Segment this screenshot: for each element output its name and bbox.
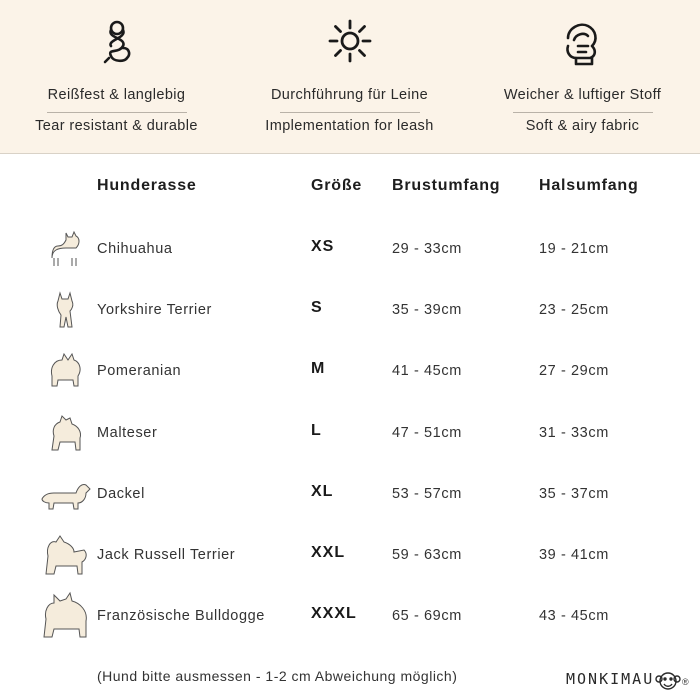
feature-divider	[47, 112, 187, 113]
dachshund-icon	[40, 469, 92, 517]
chest-value: 59 - 63cm	[392, 547, 462, 563]
neck-value: 31 - 33cm	[539, 425, 609, 441]
rope-icon	[99, 18, 135, 71]
neck-value: 23 - 25cm	[539, 302, 609, 318]
french-bulldog-icon	[40, 591, 92, 639]
chest-value: 41 - 45cm	[392, 363, 462, 379]
sun-icon	[327, 18, 373, 69]
feature-durable	[0, 0, 233, 153]
feature-soft-de: Weicher & luftiger Stoff	[503, 87, 662, 103]
chest-value: 65 - 69cm	[392, 608, 462, 624]
breed-name: Pomeranian	[97, 363, 182, 379]
table-row	[0, 220, 700, 276]
neck-value: 19 - 21cm	[539, 241, 609, 257]
hand-icon	[560, 18, 606, 73]
table-row	[0, 526, 700, 582]
yorkshire-terrier-icon	[40, 285, 92, 333]
table-row	[0, 342, 700, 398]
chest-value: 53 - 57cm	[392, 486, 462, 502]
table-row	[0, 587, 700, 643]
header-size: Größe	[311, 177, 363, 194]
monkey-logo-icon	[655, 669, 681, 698]
breed-name: Yorkshire Terrier	[97, 302, 212, 318]
feature-band	[0, 0, 700, 154]
pomeranian-icon	[40, 346, 92, 394]
size-value: L	[311, 422, 322, 439]
header-breed: Hunderasse	[97, 177, 197, 194]
chest-value: 29 - 33cm	[392, 241, 462, 257]
breed-name: Chihuahua	[97, 241, 173, 257]
size-value: XXXL	[311, 605, 357, 622]
chest-value: 47 - 51cm	[392, 425, 462, 441]
breed-name: Jack Russell Terrier	[97, 547, 236, 563]
header-chest: Brustumfang	[392, 177, 501, 194]
breed-name: Französische Bulldogge	[97, 608, 265, 624]
size-value: XXL	[311, 544, 346, 561]
feature-soft-en: Soft & airy fabric	[525, 118, 640, 134]
neck-value: 27 - 29cm	[539, 363, 609, 379]
neck-value: 39 - 41cm	[539, 547, 609, 563]
maltese-icon	[40, 408, 92, 456]
table-row	[0, 404, 700, 460]
brand-logo-text: MONKIMAU	[566, 670, 655, 688]
breed-name: Malteser	[97, 425, 158, 441]
table-row	[0, 465, 700, 521]
chihuahua-icon	[40, 224, 92, 272]
feature-durable-de: Reißfest & langlebig	[47, 87, 186, 103]
size-value: S	[311, 299, 323, 316]
feature-divider	[280, 112, 420, 113]
registered-mark: ®	[682, 677, 689, 687]
measurement-note: (Hund bitte ausmessen - 1-2 cm Abweichung möglich)	[97, 668, 458, 684]
breed-name: Dackel	[97, 486, 145, 502]
size-value: XL	[311, 483, 334, 500]
feature-divider	[513, 112, 653, 113]
size-value: XS	[311, 238, 335, 255]
neck-value: 35 - 37cm	[539, 486, 609, 502]
feature-leash-en: Implementation for leash	[265, 118, 434, 134]
chest-value: 35 - 39cm	[392, 302, 462, 318]
neck-value: 43 - 45cm	[539, 608, 609, 624]
feature-leash	[233, 0, 466, 153]
header-neck: Halsumfang	[539, 177, 639, 194]
table-row	[0, 281, 700, 337]
jack-russell-terrier-icon	[40, 530, 92, 578]
size-value: M	[311, 360, 326, 377]
feature-durable-en: Tear resistant & durable	[35, 118, 198, 134]
feature-leash-de: Durchführung für Leine	[270, 87, 429, 103]
feature-soft	[466, 0, 699, 153]
